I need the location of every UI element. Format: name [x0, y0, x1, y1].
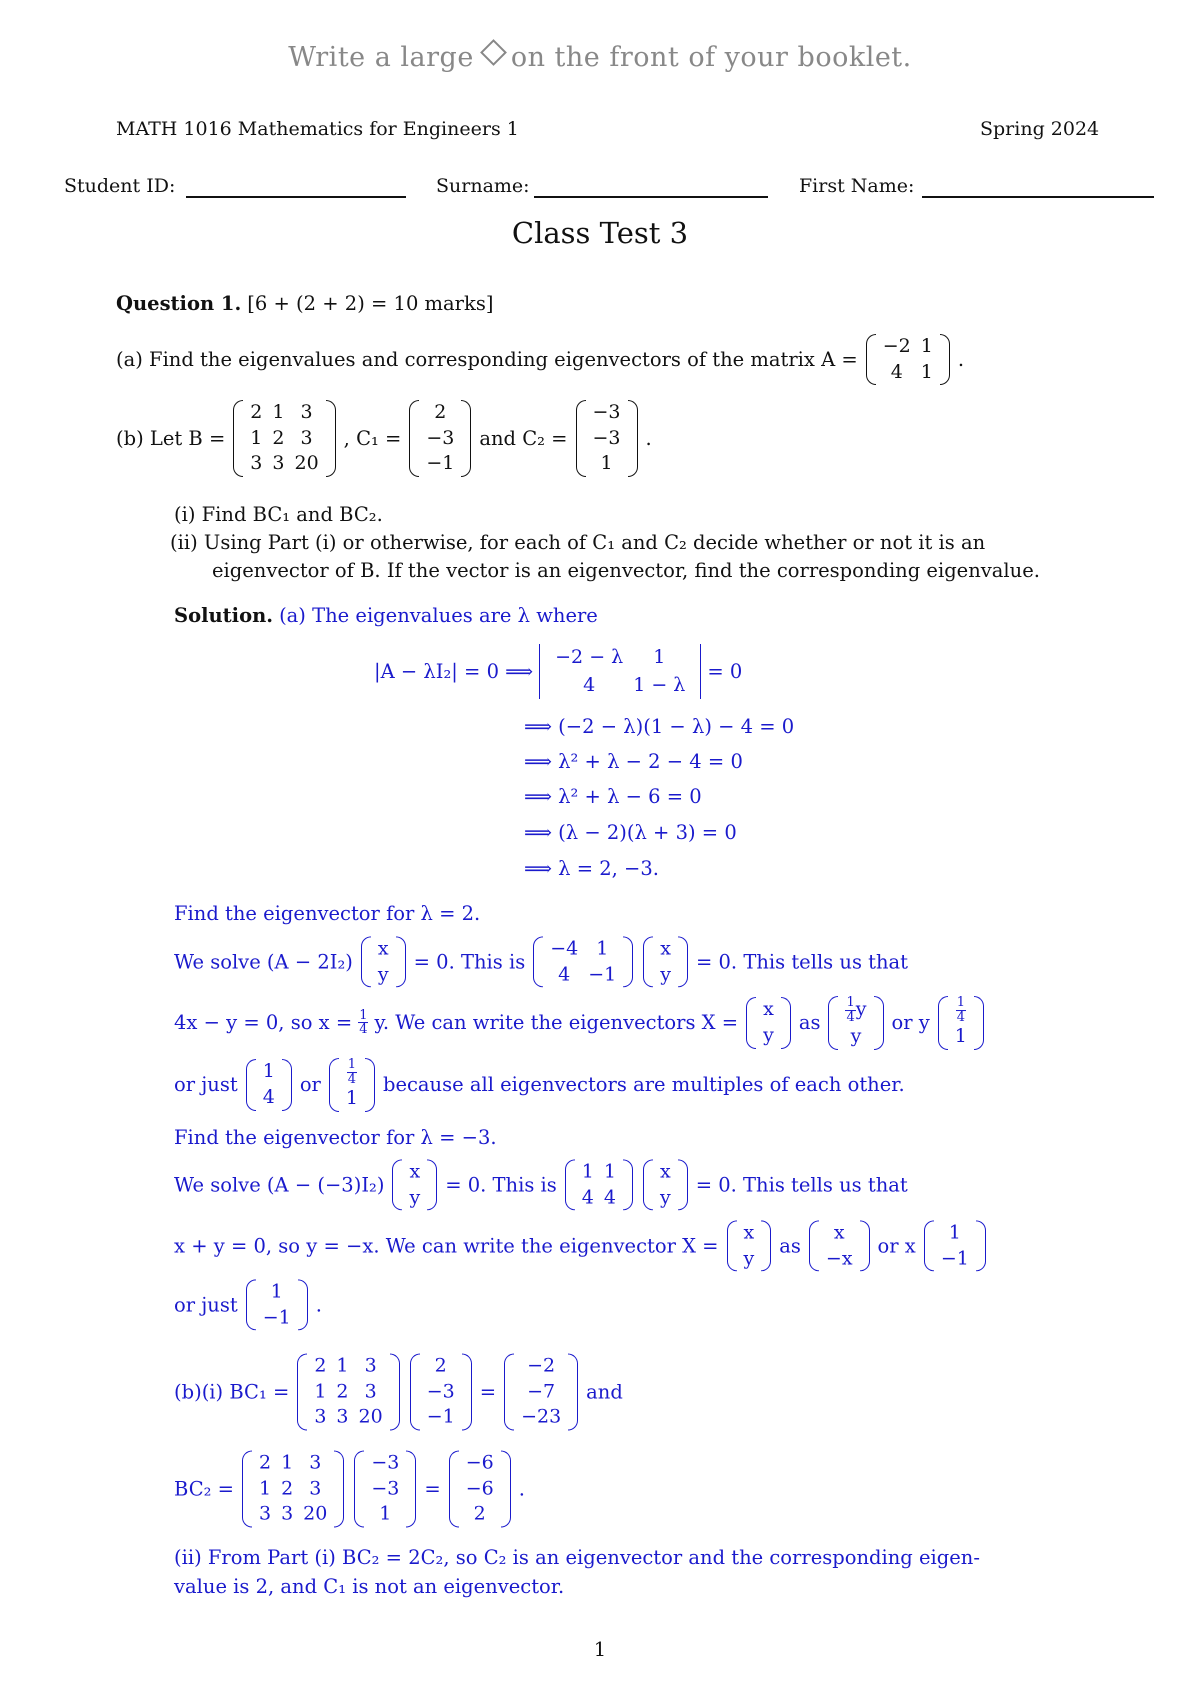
period: . [315, 1293, 322, 1317]
det-matrix [539, 644, 701, 699]
matrix-cell: −x [825, 1247, 853, 1269]
or-just-text: or just [174, 1073, 238, 1097]
solve-lambda-m3 [174, 1159, 908, 1210]
solve-lambda-2 [174, 936, 908, 987]
vector-xy [390, 1159, 439, 1210]
vector-xy [641, 936, 690, 987]
first-name-label: First Name: [799, 175, 915, 197]
line-m3-text-b: as [779, 1234, 801, 1258]
matrix-cell: 1 [600, 452, 613, 475]
vector-1-4 [244, 1059, 294, 1110]
vector-bc1-result [502, 1354, 580, 1431]
y-variable: y [855, 998, 867, 1021]
numerator: 1 [956, 995, 965, 1011]
matrix-cell: 2 [473, 1502, 486, 1525]
matrix-cell: 4 [581, 1186, 594, 1208]
matrix-lambda-m3 [563, 1159, 635, 1210]
solution-label: Solution. [174, 604, 274, 627]
matrix-cell: −23 [521, 1405, 562, 1428]
part-a-text: (a) Find the eigenvalues and corresponding eigenvectors of the matrix A = [116, 348, 858, 372]
vector-xy [725, 1220, 774, 1271]
matrix-cell [950, 996, 972, 1024]
matrix-cell: 3 [300, 401, 313, 423]
matrix-cell: −1 [426, 1405, 455, 1428]
part-b-c2-label: and C₂ = [479, 426, 568, 450]
matrix-cell: 3 [300, 426, 313, 449]
matrix-cell: −7 [527, 1380, 556, 1403]
matrix-cell: −4 [550, 937, 579, 960]
booklet-instruction [0, 42, 1200, 73]
matrix-cell: 4 [603, 1186, 616, 1208]
line-m3-text-c: or x [877, 1234, 916, 1258]
banner-text-after: on the front of your booklet. [510, 42, 912, 73]
denominator: 4 [956, 1009, 965, 1025]
matrix-cell: y [377, 963, 389, 985]
matrix-cell: 3 [258, 1502, 272, 1525]
matrix-cell: 1 [270, 1280, 283, 1303]
matrix-cell: y [409, 1186, 421, 1208]
matrix-cell: 1 [948, 1221, 961, 1244]
matrix-cell: −3 [592, 426, 621, 449]
matrix-cell: 3 [336, 1405, 349, 1428]
matrix-cell: 2 [336, 1380, 349, 1403]
question-heading [116, 292, 493, 315]
matrix-cell: −3 [426, 426, 455, 449]
fraction-one-quarter [347, 1058, 357, 1086]
question-marks: [6 + (2 + 2) = 10 marks] [247, 292, 494, 315]
solve-2-text-c: = 0. This tells us that [695, 950, 909, 974]
vector-x-minus-x [807, 1220, 872, 1271]
det-lhs: |A − λI₂| = 0 ⟹ [374, 660, 534, 684]
determinant-equation [374, 644, 742, 699]
matrix-cell: 3 [250, 452, 263, 475]
matrix-cell: 1 [314, 1380, 327, 1403]
matrix-cell: −6 [465, 1477, 494, 1500]
matrix-cell: y [659, 1186, 671, 1208]
step-2: ⟹ λ² + λ − 2 − 4 = 0 [524, 750, 743, 773]
equals-sign: = [424, 1477, 441, 1501]
numerator: 1 [359, 1007, 368, 1023]
solution-intro-text: (a) The eigenvalues are λ where [279, 604, 598, 627]
vector-1-minus-1 [922, 1220, 988, 1271]
period: . [645, 426, 652, 450]
or-text: or [299, 1073, 321, 1097]
matrix-cell: 1 [596, 937, 609, 960]
solve-m3-text: We solve (A − (−3)I₂) [174, 1173, 385, 1197]
and-text: and [586, 1380, 623, 1404]
denominator: 4 [347, 1071, 357, 1087]
vector-xy [359, 936, 408, 987]
matrix-cell: −2 − λ [555, 646, 624, 668]
matrix-cell: 2 [434, 401, 447, 423]
step-1: ⟹ (−2 − λ)(1 − λ) − 4 = 0 [524, 715, 795, 738]
bc1-computation [174, 1354, 623, 1431]
matrix-cell: −1 [426, 452, 455, 475]
matrix-cell: 1 [262, 1060, 275, 1083]
matrix-cell: 1 [920, 335, 933, 357]
matrix-cell: y [743, 1247, 755, 1269]
matrix-a [864, 334, 952, 385]
vector-c2 [574, 400, 640, 477]
matrix-cell: x [659, 1160, 671, 1183]
question-label: Question 1. [116, 292, 242, 315]
part-b-i: (i) Find BC₁ and BC₂. [174, 503, 383, 526]
matrix-b [240, 1451, 346, 1528]
matrix-cell: 2 [314, 1354, 327, 1377]
vector-c1 [407, 400, 473, 477]
matrix-cell: 4 [558, 963, 571, 985]
step-4: ⟹ (λ − 2)(λ + 3) = 0 [524, 821, 737, 844]
matrix-cell: −3 [371, 1451, 400, 1474]
question-part-a [116, 334, 964, 385]
find-eigvec-2: Find the eigenvector for λ = 2. [174, 902, 481, 925]
matrix-cell: 20 [303, 1502, 328, 1525]
period: . [957, 348, 965, 372]
matrix-cell: −3 [426, 1380, 455, 1403]
or-just-line [174, 1058, 905, 1112]
vector-xy [641, 1159, 690, 1210]
matrix-cell: 4 [890, 360, 903, 383]
diamond-icon [480, 39, 507, 66]
question-part-b [116, 400, 652, 477]
numerator: 1 [846, 995, 855, 1011]
matrix-cell: −6 [465, 1451, 494, 1474]
find-eigvec-m3: Find the eigenvector for λ = −3. [174, 1126, 497, 1149]
part-b-ii-line2: eigenvector of B. If the vector is an eigenvector, find the corresponding eigenvalue. [212, 559, 1040, 582]
bc1-label: (b)(i) BC₁ = [174, 1380, 290, 1404]
matrix-cell: 1 [379, 1502, 392, 1525]
matrix-cell: x [833, 1221, 845, 1244]
matrix-cell: x [763, 998, 774, 1021]
vector-1-minus-1 [244, 1279, 310, 1330]
matrix-cell: 1 [250, 426, 263, 449]
matrix-cell: 1 [954, 1025, 967, 1048]
matrix-cell: 2 [258, 1451, 272, 1474]
solve-m3-text-b: = 0. This is [445, 1173, 557, 1197]
matrix-b [231, 400, 337, 477]
matrix-cell: 3 [309, 1477, 322, 1500]
part-ii-answer-line2: value is 2, and C₁ is not an eigenvector. [174, 1575, 565, 1598]
part-b-let: (b) Let B = [116, 426, 226, 450]
matrix-cell: x [660, 937, 671, 960]
matrix-cell: y [660, 963, 671, 985]
course-title: MATH 1016 Mathematics for Engineers 1 [116, 118, 519, 140]
line-3-text-c: as [798, 1011, 821, 1035]
matrix-cell: x [377, 937, 389, 960]
matrix-cell: x [743, 1221, 755, 1244]
matrix-cell: 1 [258, 1477, 272, 1500]
step-5: ⟹ λ = 2, −3. [524, 857, 659, 880]
matrix-cell: 2 [434, 1354, 447, 1377]
solve-2-text: We solve (A − 2I₂) [174, 950, 353, 974]
eigvec-2-line [174, 996, 986, 1050]
step-3: ⟹ λ² + λ − 6 = 0 [524, 785, 702, 808]
page-title: Class Test 3 [511, 216, 689, 250]
bc2-computation [174, 1451, 525, 1528]
matrix-cell: 1 − λ [633, 673, 686, 696]
vector-c2 [352, 1451, 418, 1528]
matrix-cell: 1 [603, 1160, 616, 1183]
surname-line[interactable] [534, 196, 768, 198]
fraction-one-quarter [845, 996, 855, 1024]
matrix-lambda-2 [531, 936, 635, 987]
or-just-m3-line [174, 1279, 322, 1330]
matrix-cell: 3 [281, 1502, 294, 1525]
part-b-c1-label: , C₁ = [343, 426, 402, 450]
matrix-cell: 4 [262, 1085, 275, 1108]
surname-label: Surname: [436, 175, 530, 197]
line-3-text-a: 4x − y = 0, so x = [174, 1011, 353, 1035]
vector-xy [744, 997, 793, 1048]
matrix-cell: y [763, 1023, 774, 1046]
vector-quarter-one [936, 996, 986, 1050]
fraction-one-quarter [956, 996, 966, 1024]
matrix-cell: 3 [314, 1405, 327, 1428]
term: Spring 2024 [980, 118, 1100, 140]
matrix-cell: 1 [581, 1160, 594, 1183]
student-id-line[interactable] [186, 196, 406, 198]
part-b-ii-line1: (ii) Using Part (i) or otherwise, for each of C₁ and C₂ decide whether or not it is an [170, 531, 986, 554]
banner-text-before: Write a large [288, 42, 474, 73]
matrix-cell: 1 [345, 1087, 358, 1110]
eigvec-m3-line [174, 1220, 988, 1271]
matrix-cell [341, 1058, 363, 1086]
multiples-text: because all eigenvectors are multiples of each other. [382, 1073, 905, 1097]
matrix-cell: 1 [281, 1451, 294, 1474]
matrix-cell: 3 [309, 1451, 322, 1474]
vector-quarter-y [826, 996, 885, 1050]
line-3-text-d: or y [891, 1011, 930, 1035]
equals-sign: = [479, 1380, 497, 1404]
matrix-cell: −3 [592, 401, 621, 423]
solution-intro [174, 604, 598, 627]
vector-c1 [408, 1354, 474, 1431]
matrix-cell: 1 [920, 360, 933, 383]
line-m3-text-a: x + y = 0, so y = −x. We can write the eigenvector X = [174, 1234, 719, 1258]
period: . [518, 1477, 525, 1501]
matrix-cell: 1 [272, 401, 285, 423]
page-number: 1 [593, 1638, 607, 1661]
matrix-cell: −1 [940, 1247, 969, 1269]
bc2-label: BC₂ = [174, 1477, 234, 1501]
matrix-cell: −3 [371, 1477, 400, 1500]
matrix-cell: −1 [262, 1306, 291, 1328]
matrix-b [295, 1354, 401, 1431]
denominator: 4 [359, 1022, 368, 1038]
denominator: 4 [846, 1009, 855, 1025]
matrix-cell: 3 [272, 452, 285, 475]
matrix-cell: 2 [272, 426, 285, 449]
matrix-cell: x [409, 1160, 421, 1183]
vector-quarter-one [327, 1058, 377, 1112]
line-3-text-b: y. We can write the eigenvectors X = [374, 1011, 739, 1035]
matrix-cell: −1 [588, 963, 617, 985]
matrix-cell: 3 [364, 1380, 377, 1403]
or-just-text: or just [174, 1293, 238, 1317]
fraction-one-quarter [358, 1009, 368, 1037]
matrix-cell: y [850, 1025, 862, 1048]
student-id-label: Student ID: [64, 175, 176, 197]
first-name-line[interactable] [922, 196, 1154, 198]
solve-m3-text-c: = 0. This tells us that [695, 1173, 908, 1197]
matrix-cell: −2 [527, 1354, 556, 1377]
matrix-cell: 2 [250, 401, 263, 423]
solve-2-text-b: = 0. This is [413, 950, 526, 974]
matrix-cell: 20 [294, 452, 319, 475]
part-ii-answer-line1: (ii) From Part (i) BC₂ = 2C₂, so C₂ is an eigenvector and the corresponding eigen- [174, 1546, 980, 1569]
matrix-cell: 3 [364, 1354, 377, 1377]
matrix-cell: 1 [653, 646, 666, 668]
matrix-cell: 20 [358, 1405, 383, 1428]
matrix-cell: 1 [336, 1354, 349, 1377]
numerator: 1 [347, 1057, 357, 1073]
matrix-cell: 2 [281, 1477, 294, 1500]
matrix-cell: 4 [583, 673, 596, 696]
vector-bc2-result [447, 1451, 513, 1528]
matrix-cell [840, 996, 871, 1024]
det-rhs: = 0 [707, 660, 743, 684]
matrix-cell: −2 [882, 335, 911, 357]
